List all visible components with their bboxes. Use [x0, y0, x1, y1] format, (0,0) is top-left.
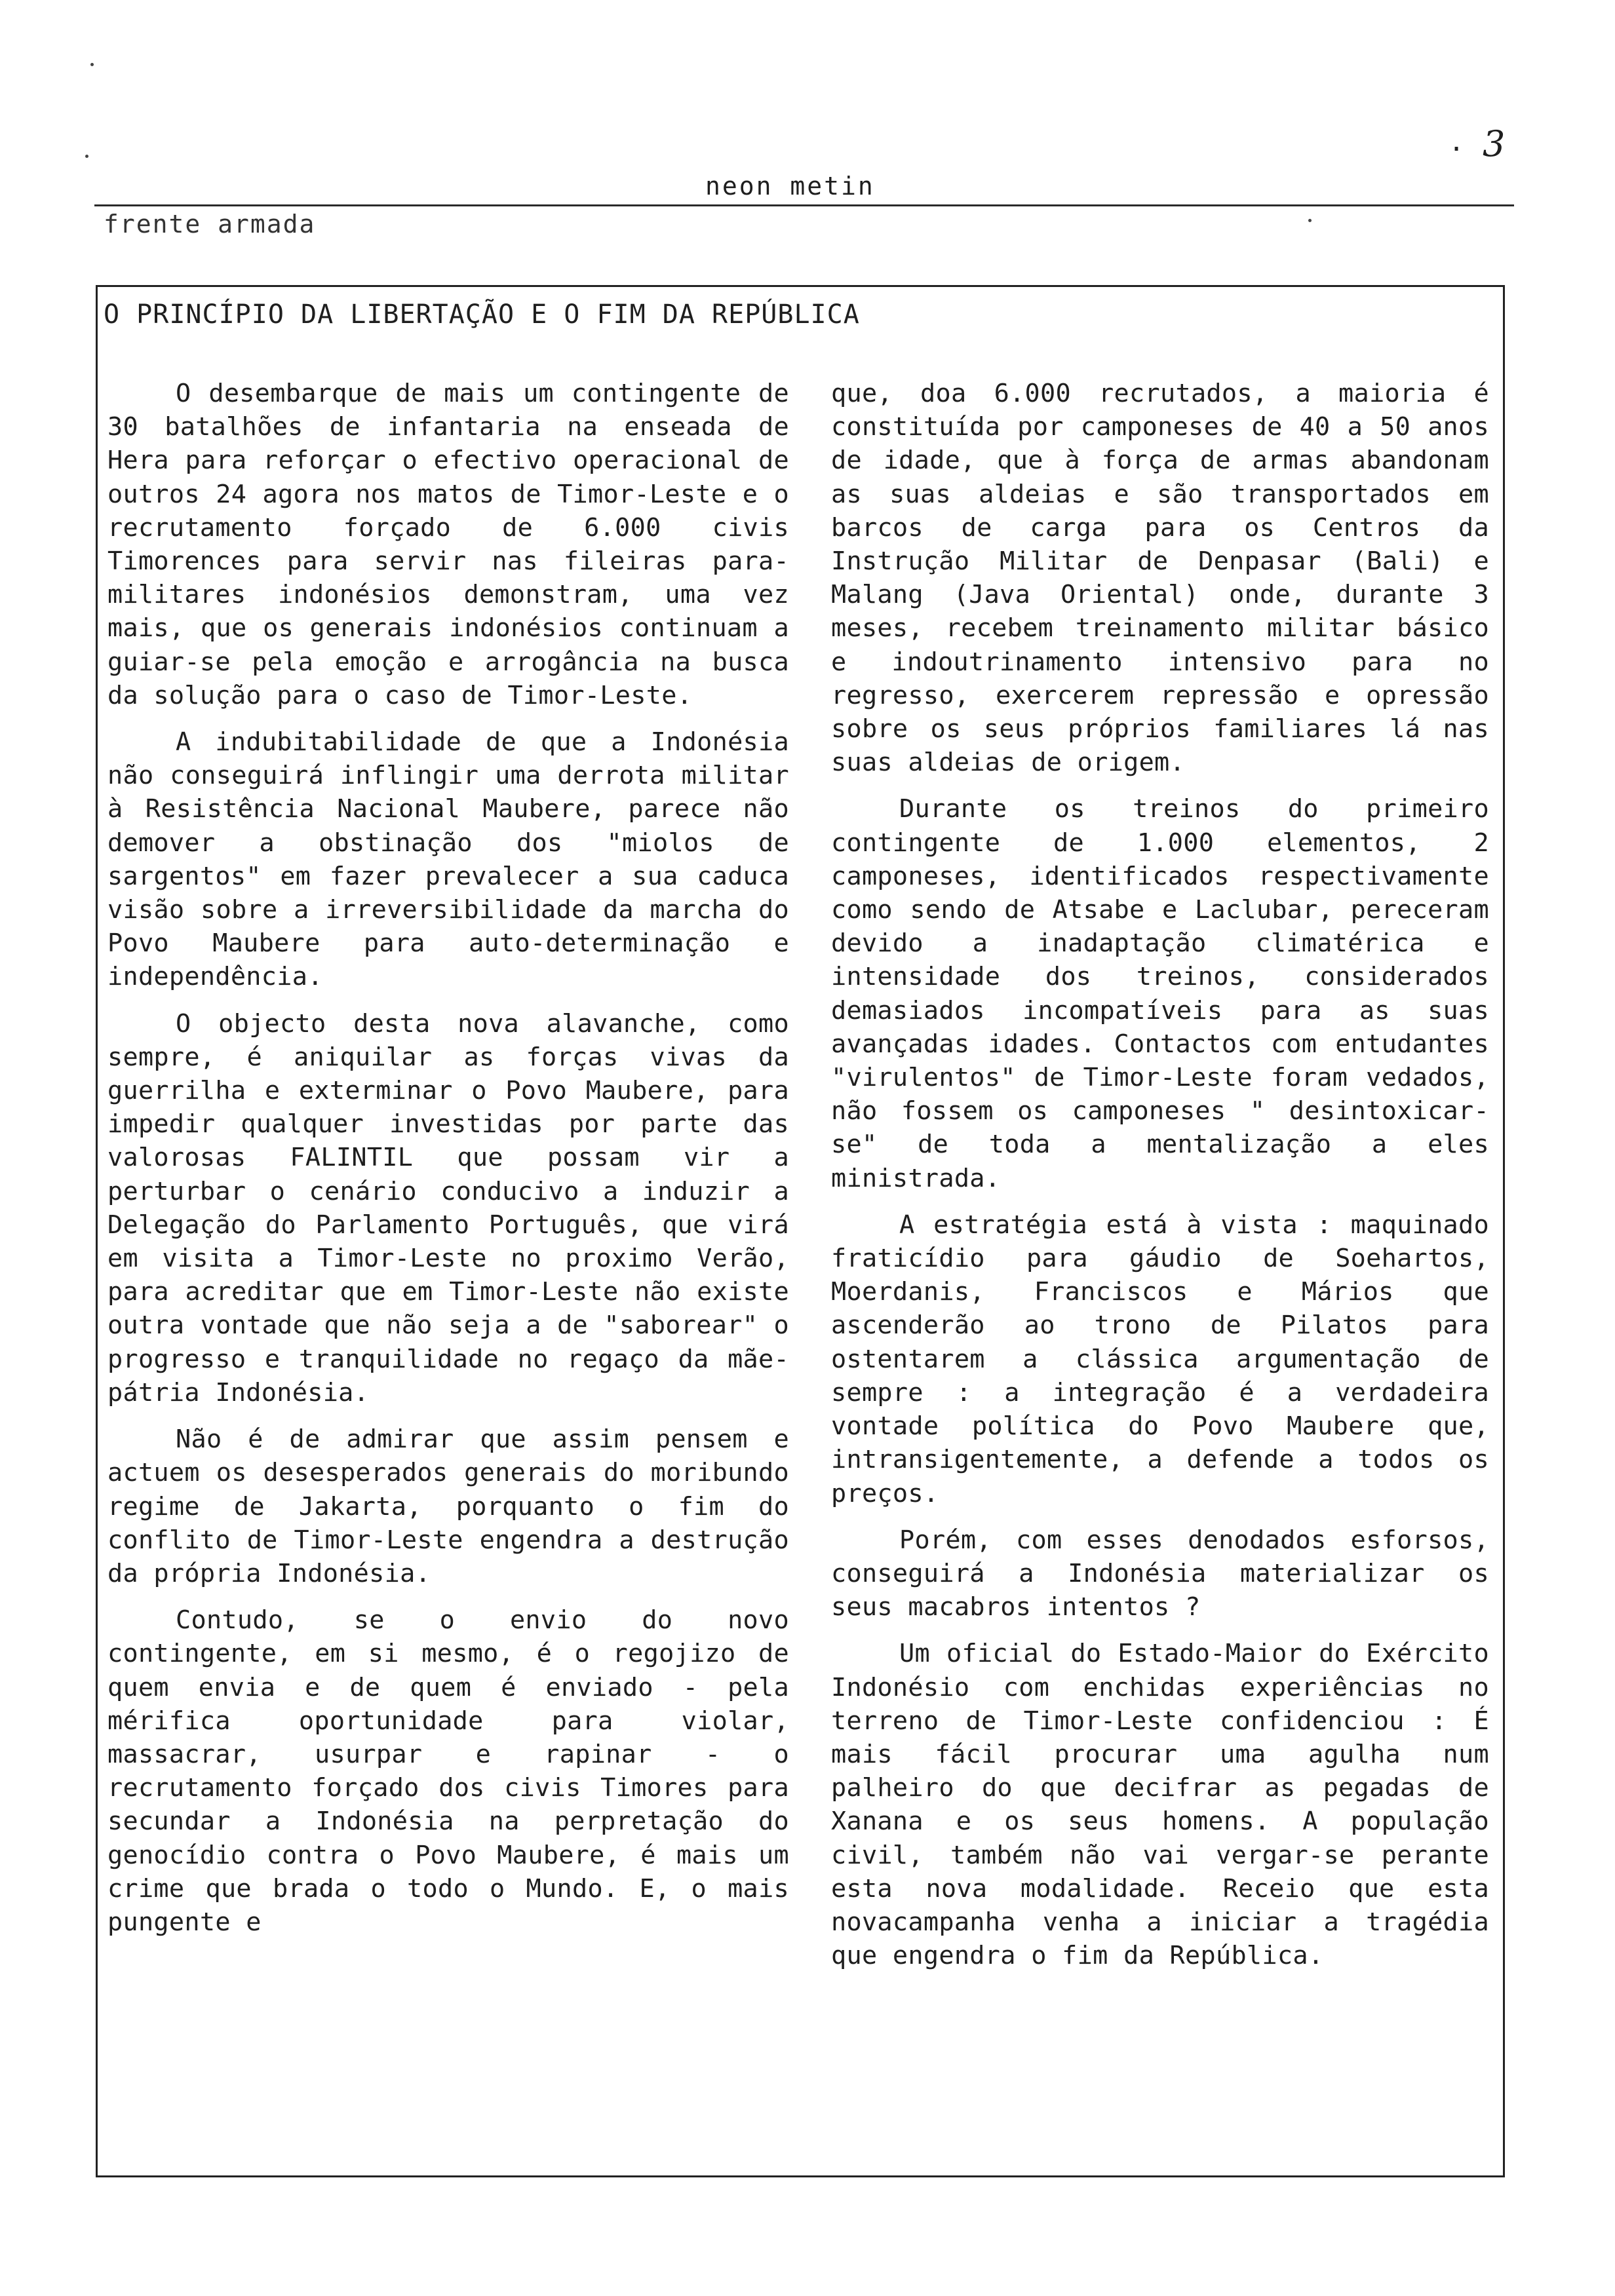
header-rule	[94, 204, 1514, 206]
left-column	[107, 377, 789, 1952]
right-column	[831, 377, 1489, 1985]
section-label: frente armada	[104, 210, 316, 239]
paragraph: A estratégia está à vista : maquinado fraticídio para gáudio de Soehartos, Moerdanis, Franciscos e Mários que ascenderão ao trono de Pilatos para ostentarem a clássica argumentação de sempre : a integração é a verdadeira vontade política do Povo Maubere que, intransigentemente, a defende a todos os preços.	[831, 1210, 1489, 1508]
scan-speck	[1308, 219, 1312, 222]
header-title: neon metin	[705, 172, 875, 201]
scan-speck	[90, 63, 94, 66]
paragraph: O desembarque de mais um contingente de 30 batalhões de infantaria na enseada de Hera para reforçar o efectivo operacional de outros 24 agora nos matos de Timor-Leste e o recrutamento forçado de 6.000 civis Timorences para servir nas fileiras para-militares indonésios demonstram, uma vez mais, que os generais indonésios continuam a guiar-se pela emoção e arrogância na busca da solução para o caso de Timor-Leste.	[107, 379, 789, 710]
page-number-dash: ·	[1449, 134, 1465, 164]
paragraph: O objecto desta nova alavanche, como sempre, é aniquilar as forças vivas da guerrilha e exterminar o Povo Maubere, para impedir qualquer investidas por parte das valorosas FALINTIL que possam vir a perturbar o cenário conducivo a induzir a Delegação do Parlamento Português, que virá em visita a Timor-Leste no proximo Verão, para acreditar que em Timor-Leste não existe outra vontade que não seja a de "saborear" o progresso e tranquilidade no regaço da mãe-pátria Indonésia.	[107, 1008, 789, 1407]
paragraph: que, doa 6.000 recrutados, a maioria é constituída por camponeses de 40 a 50 anos de idade, que à força de armas abandonam as suas aldeias e são transportados em barcos de carga para os Centros da Instrução Militar de Denpasar (Bali) e Malang (Java Oriental) onde, durante 3 meses, recebem treinamento militar básico e indoutrinamento intensivo para no regresso, exercerem repressão e opressão sobre os seus próprios familiares lá nas suas aldeias de origem.	[831, 379, 1489, 778]
paragraph: A indubitabilidade de que a Indonésia não conseguirá inflingir uma derrota militar à Resistência Nacional Maubere, parece não demover a obstinação dos "miolos de sargentos" em fazer prevalecer a sua caduca visão sobre a irreversibilidade da marcha do Povo Maubere para auto-determinação e independência.	[107, 727, 789, 992]
page-number: 3	[1483, 123, 1506, 164]
paragraph: Durante os treinos do primeiro contingente de 1.000 elementos, 2 camponeses, identificados respectivamente como sendo de Atsabe e Laclubar, pereceram devido a inadaptação climatérica e intensidade dos treinos, considerados demasiados incompatíveis para as suas avançadas idades. Contactos com entudantes "virulentos" de Timor-Leste foram vedados, não fossem os camponeses " desintoxicar-se" de toda a mentalização a eles ministrada.	[831, 794, 1489, 1193]
paragraph: Contudo, se o envio do novo contingente, em si mesmo, é o regojizo de quem envia e de quem é enviado - pela mérifica oportunidade para violar, massacrar, usurpar e rapinar - o recrutamento forçado dos civis Timores para secundar a Indonésia na perpretação do genocídio contra o Povo Maubere, é mais um crime que brada o todo o Mundo. E, o mais pungente e	[107, 1605, 789, 1937]
article-title: O PRINCÍPIO DA LIBERTAÇÃO E O FIM DA REPÚBLICA	[104, 299, 860, 330]
paragraph: Não é de admirar que assim pensem e actuem os desesperados generais do moribundo regime de Jakarta, porquanto o fim do conflito de Timor-Leste engendra a destrução da própria Indonésia.	[107, 1425, 789, 1588]
paragraph: Um oficial do Estado-Maior do Exército Indonésio com enchidas experiências no terreno de Timor-Leste confidenciou : É mais fácil procurar uma agulha num palheiro do que decifrar as pegadas de Xanana e os seus homens. A população civil, também não vai vergar-se perante esta nova modalidade. Receio que esta novacampanha venha a iniciar a tragédia que engendra o fim da República.	[831, 1639, 1489, 1971]
paragraph: Porém, com esses denodados esforsos, conseguirá a Indonésia materializar os seus macabros intentos ?	[831, 1525, 1489, 1622]
scan-speck	[85, 155, 88, 158]
